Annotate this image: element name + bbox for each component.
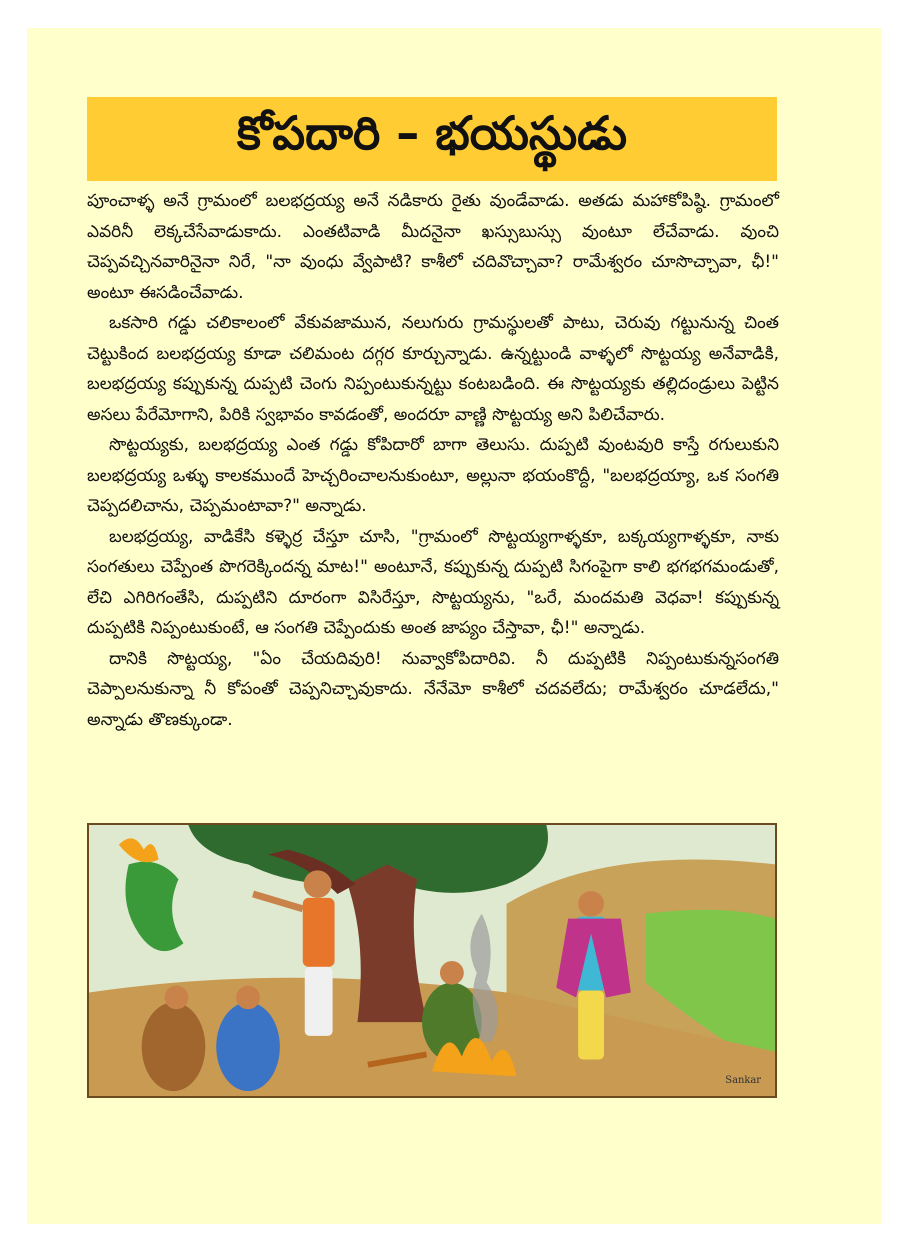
man-kurta [303,898,335,967]
illustration-scene [89,825,775,1096]
villager-2-head [236,986,260,1010]
villager-2 [216,1002,280,1091]
paragraph-3: సొట్టయ్యకు, బలభద్రయ్య ఎంత గడ్డు కోపిదారో బాగా తెలుసు. దుప్పటి వుంటవురి కాస్తే రగులుకుని బలభద్రయ్య ఒళ్ళు కాలకముందే హెచ్చరించాలనుకుంటూ, అల్లునా భయంకొద్దీ, "బలభద్రయ్యా, ఒక సంగతి చెప్పదలిచాను, చెప్పమంటావా?" అన్నాడు. [87,435,779,516]
man-dhoti [305,967,333,1036]
paragraph-5: దానికి సొట్టయ్య, "ఏం చేయదివురి! నువ్వాకోపిదారివి. నీ దుప్పటికి నిప్పంటుకున్నసంగతి చెప్పాలనుకున్నా నీ కోపంతో చెప్పనిచ్చావుకాదు. నేనేమో కాశీలో చదవలేదు; రామేశ్వరం చూడలేదు," అన్నాడు తొణక్కుండా. [87,648,779,730]
villager-1-head [165,986,189,1010]
sottayya-dhoti [578,991,604,1060]
story-body [87,186,779,735]
story-illustration [87,823,777,1098]
title-banner [87,97,777,181]
paragraph-2: ఒకసారి గడ్డు చలికాలంలో వేకువజామున, నలుగురు గ్రామస్థులతో పాటు, చెరువు గట్టునున్న చింత చెట్టుకింద బలభద్రయ్య కూడా చలిమంట దగ్గర కూర్చున్నాడు. ఉన్నట్టుండి వాళ్ళలో సొట్టయ్య అనేవాడికి, బలభద్రయ్య కప్పుకున్న దుప్పటి చెంగు నిప్పంటుకున్నట్టు కంటబడింది. ఈ సొట్టయ్యకు తల్లిదండ్రులు పెట్టిన అసలు పేరేమోగాని, పిరికి స్వభావం కావడంతో, అందరూ వాణ్ణి సొట్టయ్య అని పిలిచేవారు. [87,313,779,425]
artist-signature: Sankar [725,1075,762,1087]
villager-1 [142,1002,206,1091]
paragraph-1: పూంచాళ్ళ అనే గ్రామంలో బలభద్రయ్య అనే నడికారు రైతు వుండేవాడు. అతడు మహాకోపిష్ఠి. గ్రామంలో ఎవరినీ లెక్కచేసేవాడుకాదు. ఎంతటివాడి మీదనైనా ఖస్సుబుస్సు వుంటూ లేచేవాడు. వుంచి చెప్పవచ్చినవారినైనా నిరే, "నా వుంధు వ్వేపాటి? కాశీలో చదివొచ్చావా? రామేశ్వరం చూసొచ్చావా, ఛీ!" అంటూ ఈసడించేవాడు. [87,191,779,303]
villager-3-head [440,961,464,985]
man-head [304,870,332,898]
sottayya-head [578,891,604,917]
paragraph-4: బలభద్రయ్య, వాడికేసి కళ్ళెర్ర చేస్తూ చూసి, "గ్రామంలో సొట్టయ్యగాళ్ళకూ, బక్కయ్యగాళ్ళకూ, నాకు సంగతులు చెప్పేంత పొగరెక్కిందన్న మాట!" అంటూనే, కప్పుకున్న దుప్పటి సిగంపైగా కాలి భగభగమండుతో, లేచి ఎగిరిగంతేసి, దుప్పటిని దూరంగా విసిరేస్తూ, సొట్టయ్యను, "ఒరే, మందమతి వెధవా! కప్పుకున్న దుప్పటికి నిప్పంటుకుంటే, ఆ సంగతి చెప్పేందుకు అంత జాప్యం చేస్తావా, ఛీ!" అన్నాడు. [87,526,779,638]
story-title: కోపదారి – భయస్థుడు [236,106,628,160]
